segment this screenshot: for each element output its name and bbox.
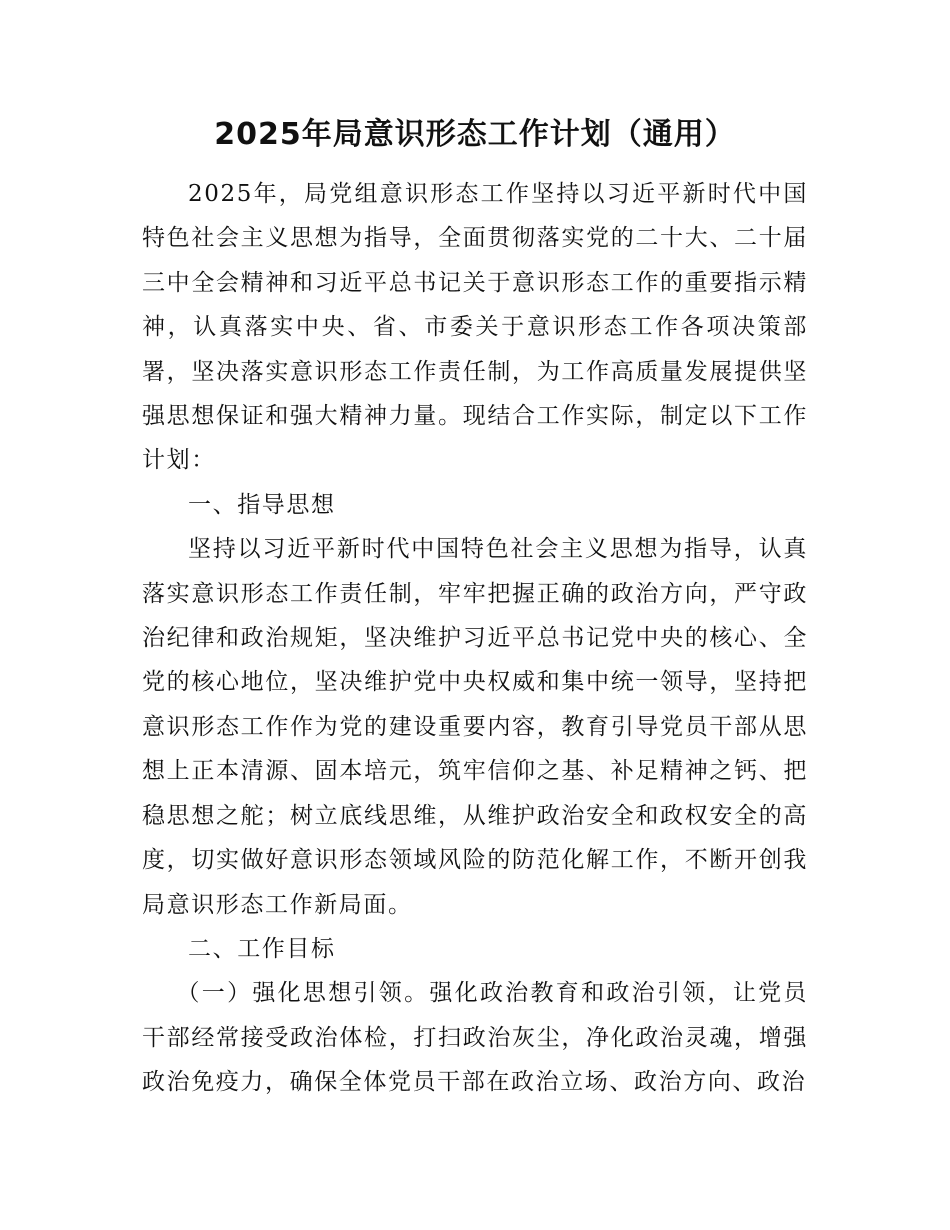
- document-body: [142, 172, 808, 1105]
- section-heading-work-goals: 二、工作目标: [188, 935, 336, 962]
- document-title: 2025年局意识形态工作计划（通用）: [214, 117, 736, 152]
- intro-paragraph: 2025年，局党组意识形态工作坚持以习近平新时代中国特色社会主义思想为指导，全面贯彻落实党的二十大、二十届三中全会精神和习近平总书记关于意识形态工作的重要指示精神，认真落实中央、省、市委关于意识形态工作各项决策部署，坚决落实意识形态工作责任制，为工作高质量发展提供坚强思想保证和强大精神力量。现结合工作实际，制定以下工作计划：: [142, 181, 808, 474]
- work-goal-item-1: （一）强化思想引领。强化政治教育和政治引领，让党员干部经常接受政治体检，打扫政治灰尘，净化政治灵魂，增强政治免疫力，确保全体党员干部在政治立场、政治方向、政治: [142, 980, 808, 1096]
- guiding-thought-paragraph: 坚持以习近平新时代中国特色社会主义思想为指导，认真落实意识形态工作责任制，牢牢把握正确的政治方向，严守政治纪律和政治规矩，坚决维护习近平总书记党中央的核心、全党的核心地位，坚决维护党中央权威和集中统一领导，坚持把意识形态工作作为党的建设重要内容，教育引导党员干部从思想上正本清源、固本培元，筑牢信仰之基、补足精神之钙、把稳思想之舵；树立底线思维，从维护政治安全和政权安全的高度，切实做好意识形态领域风险的防范化解工作，不断开创我局意识形态工作新局面。: [142, 536, 808, 918]
- section-heading-guiding-thought: 一、指导思想: [188, 491, 336, 518]
